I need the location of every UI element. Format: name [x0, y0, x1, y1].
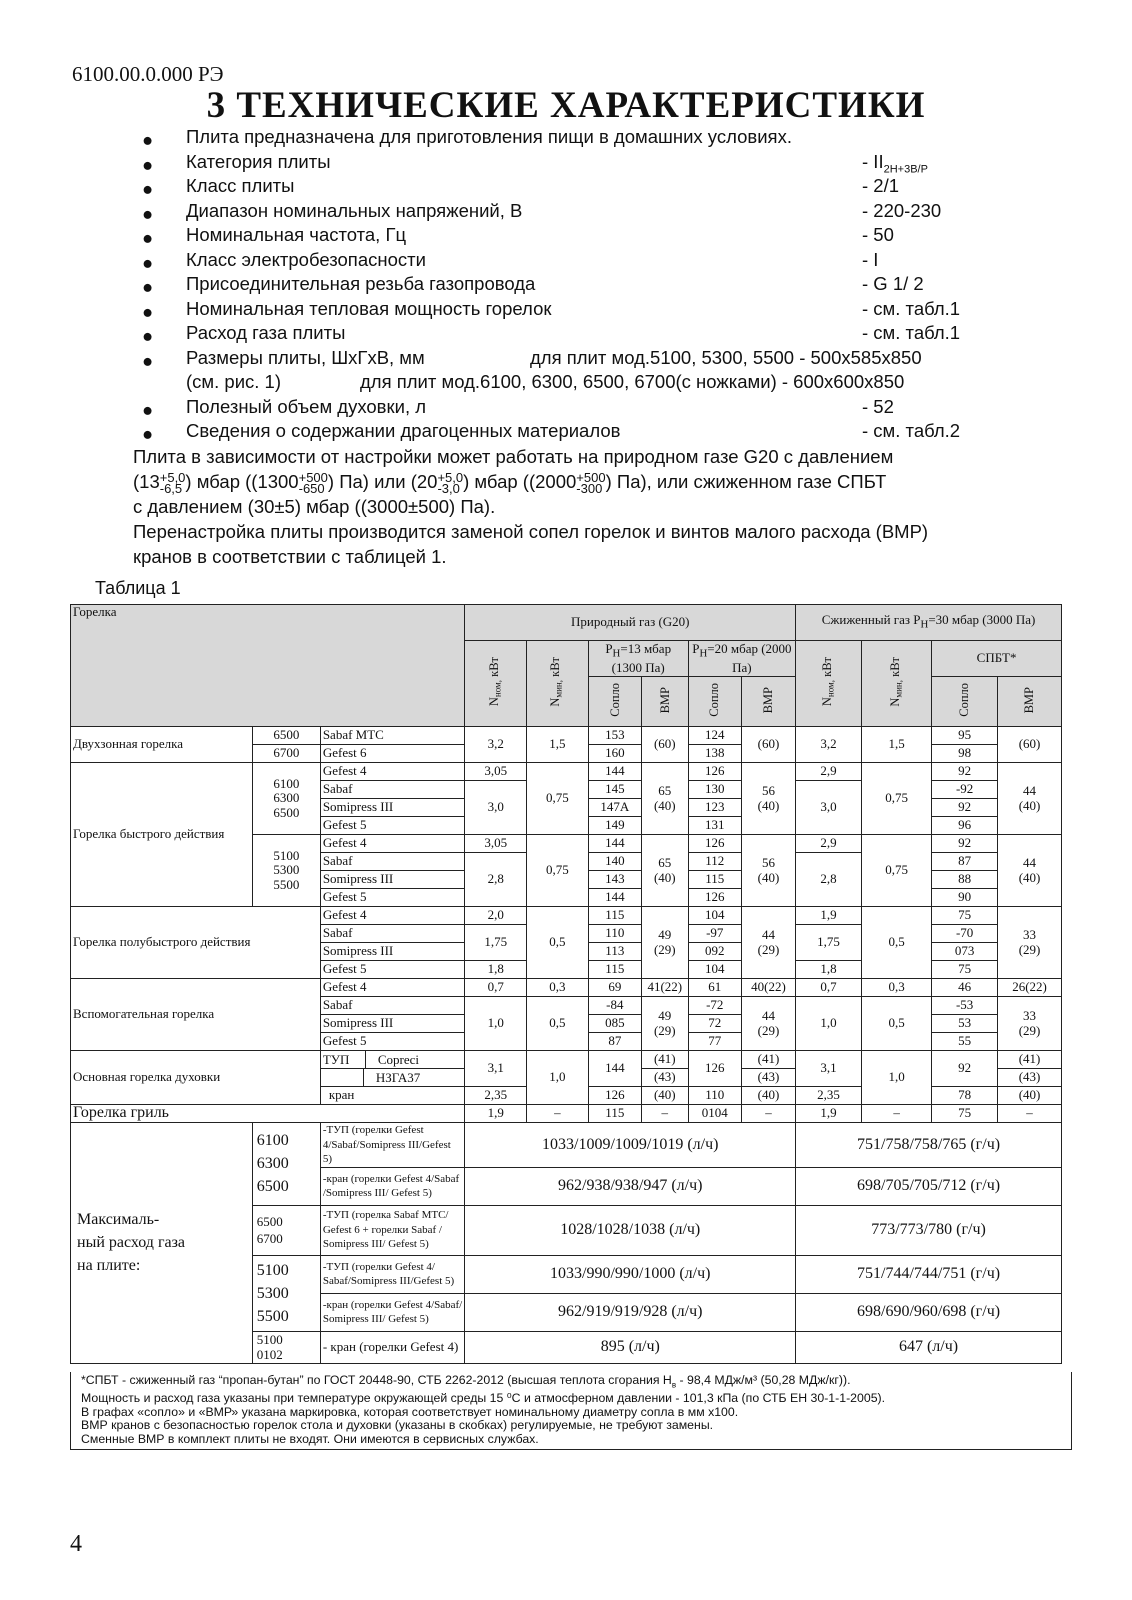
document-number: 6100.00.0.000 РЭ [72, 62, 224, 86]
spec-item: ● Номинальная частота, Гц - 50 [142, 224, 894, 248]
table-row: 6500 6700 -ТУП (горелка Sabaf MTC/ Gefest 6 + горелки Sabaf / Somipress III/ Gefest 5) 1028/1028/1038 (л/ч) 773/773/780 (г/ч) [71, 1205, 1062, 1255]
table-row: -кран (горелки Gefest 4/Sabaf/ Somipress III/ Gefest 5) 962/919/919/928 (л/ч) 698/690/960/698 (г/ч) [71, 1293, 1062, 1331]
header-20mbar: $Р_Н=20$ мбар (2000 Па) [688, 641, 795, 677]
spec-item: ● Расход газа плиты - см. табл.1 [142, 322, 961, 346]
table-row: Sabaf 1,75 110 -97 1,75 -70 [71, 925, 1062, 943]
spec-item: ● Класс плиты - 2/1 [142, 175, 900, 199]
table-row: Горелка гриль 1,9 – 115 – 0104 – 1,9 – 75 – [71, 1105, 1062, 1123]
spec-item: ● Присоединительная резьба газопровода - G 1/ 2 [142, 273, 924, 297]
header-lpg-nnom: $N_{ном,}$ кВт [796, 641, 862, 727]
table-row: Gefest 5 149 131 96 [71, 817, 1062, 835]
table-row: Sabaf 3,0 145 130 3,0 -92 [71, 781, 1062, 799]
table-row: Somipress III 147А 123 92 [71, 799, 1062, 817]
spec-item: ● Размеры плиты, ШхГхВ, мм для плит мод.5100, 5300, 5500 - 500х585х850 [142, 346, 922, 371]
table-row: Горелка быстрого действия 6100 6300 6500 Gefest 4 3,05 0,75 144 65 (40) 126 56 (40) 2,9 0,75 92 44 (40) [71, 763, 1062, 781]
spec-item: ● Диапазон номинальных напряжений, В - 220-230 [142, 199, 942, 224]
table-row: Двухзонная горелка 6500 Sabaf MTC 3,2 1,5 153 (60) 124 (60) 3,2 1,5 95 (60) [71, 727, 1062, 745]
table-caption: Таблица 1 [95, 578, 181, 598]
table-row: Вспомогательная горелка Gefest 4 0,7 0,3 69 41(22) 61 40(22) 0,7 0,3 46 26(22) [71, 979, 1062, 997]
table-row: 6700 Gefest 6 160 138 98 [71, 745, 1062, 763]
header-spbt: СПБТ* [932, 641, 1062, 677]
header-lpg-nmin: $N_{мин,}$ кВт [862, 641, 932, 727]
spec-item: ● Сведения о содержании драгоценных материалов - см. табл.2 [142, 420, 961, 444]
table-row: Sabaf 1,0 0,5 -84 49 (29) -72 44 (29) 1,0 0,5 -53 33 (29) [71, 997, 1062, 1015]
table-row: кран 2,35 126 (40) 110 (40) 2,35 78 (40) [71, 1087, 1062, 1105]
header-burner: Горелка [71, 605, 465, 727]
header-lpg: Сжиженный газ $Р_Н=30$ мбар (3000 Па) [796, 605, 1062, 641]
header-natural-gas: Природный газ (G20) [465, 605, 796, 641]
spec-item: ● Номинальная тепловая мощность горелок - см. табл.1 [142, 297, 961, 322]
spec-item: ● Категория плиты - $II_{2H+3B/P}$ [142, 150, 928, 176]
table-row: Gefest 5 87 77 55 [71, 1033, 1062, 1051]
table-row: Gefest 5 144 126 90 [71, 889, 1062, 907]
table-row: 5100 0102 - кран (горелки Gefest 4) 895 (л/ч) 647 (л/ч) [71, 1331, 1062, 1363]
spec-item: (см. рис. 1) для плит мод.6100, 6300, 6500, 6700(с ножками) - 600х600х850 [186, 371, 905, 392]
table-row: Somipress III 143 115 88 [71, 871, 1062, 889]
gas-pressure-paragraph: Плита в зависимости от настройки может работать на природном газе G20 с давлением (13+5,0 -6,5 ) мбар ((1300+500 -650 ) Па) или (20+5,0 -3,0 ) мбар ((2000+500 -300 ) Па), или сжиженном газе СПБТ с давлением (30±5) мбар ((3000±500) Па). Перенастройка плиты производится заменой сопел горелок и винтов малого расхода (ВМР) кранов в соответствии с таблицей 1. [133, 446, 929, 568]
table-row: 5100 5300 5500 -ТУП (горелки Gefest 4/ Sabaf/Somipress III/Gefest 5) 1033/990/990/1000 (л/ч) 751/744/744/751 (г/ч) [71, 1255, 1062, 1293]
table-row: НЗГА37 (43) (43) (43) [71, 1069, 1062, 1087]
spec-item: ● Полезный объем духовки, л - 52 [142, 395, 894, 420]
table-row: 5100 5300 5500 Gefest 4 3,05 0,75 144 65 (40) 126 56 (40) 2,9 0,75 92 44 (40) [71, 835, 1062, 853]
header-nnom: $N_{ном,}$ кВт [465, 641, 527, 727]
table-row: Gefest 5 1,8 115 104 1,8 75 [71, 961, 1062, 979]
page-number: 4 [70, 1531, 82, 1557]
table-row: Горелка полубыстрого действия Gefest 4 2,0 0,5 115 49 (29) 104 44 (29) 1,9 0,5 75 33 (29) [71, 907, 1062, 925]
header-nmin: $N_{мин,}$ кВт [527, 641, 589, 727]
section-title: 3 ТЕХНИЧЕСКИЕ ХАРАКТЕРИСТИКИ [206, 85, 926, 126]
table-row: -кран (горелки Gefest 4/Sabaf /Somipress III/ Gefest 5) 962/938/938/947 (л/ч) 698/705/705/712 (г/ч) [71, 1167, 1062, 1205]
table-row: Максималь-ный расход газа на плите: 6100 6300 6500 -ТУП (горелки Gefest 4/Sabaf/Somipress III/Gefest 5) 1033/1009/1009/1019 (л/ч) 751/758/758/765 (г/ч) [71, 1123, 1062, 1168]
table-row: Основная горелка духовки ТУП Copreci 3,1 1,0 144 (41) 126 (41) 3,1 1,0 92 (41) [71, 1051, 1062, 1069]
table-row: Somipress III 085 72 53 [71, 1015, 1062, 1033]
table-row: Somipress III 113 092 073 [71, 943, 1062, 961]
header-13mbar: $Р_Н=13$ мбар (1300 Па) [588, 641, 688, 677]
table-notes: *СПБТ - сжиженный газ “пропан-бутан” по ГОСТ 20448-90, СТБ 2262-2012 (высшая теплота сгорания $Н_в - 98,4$ МДж/м³ (50,28 МДж/кг)). Мощность и расход газа указаны при температуре окружающей среды 15 ⁰С и атмосферном давлении - 101,3 кПа (по СТБ ЕН 30-1-1-2005). В графах «сопло» и «ВМР» указана маркировка, которая соответствует номинальному диаметру сопла в мм х100. ВМР кранов с безопасностью горелок стола и духовки (указаны в скобках) регулируемые, не требуют замены. Сменные ВМР в комплект плиты не входят. Они имеются в сервисных службах. [70, 1372, 1072, 1450]
burner-table: Горелка Природный газ (G20) Сжиженный газ $Р_Н=30$ мбар (3000 Па) $N_{ном,}$ кВт $N_{мин,}$ кВт $Р_Н=13$ мбар (1300 Па) $Р_Н=20$ мбар (2000 Па) $N_{ном,}$ кВт $N_{мин,}$ кВт СПБТ* Сопло ВМР Сопло ВМР Сопло ВМР Двухзонная горелка 6500 Sabaf MTC 3,2 1,5 153 (60) 124 (60) 3,2 1,5 95 (60) 6700 Gefest 6 160 138 98 Горелка быстрого действия 6100 6300 6500 Gefest 4 3,05 0,75 144 65 (40) 126 56 (40) 2,9 0,75 92 44 (40) Sabaf 3,0 145 130 3,0 -92 Somipress III 147А 123 92 Gefest 5 149 131 96 5100 5300 5500 Gefest 4 3,05 0,75 144 65 (40) 126 56 (40) 2,9 0,75 92 44 (40) Sabaf 2,8 140 112 2,8 87 Somipress III 143 115 88 Gefest 5 144 126 90 Горелка полубыстрого действия Gefest 4 2,0 0,5 115 49 (29) 104 44 (29) 1,9 0,5 75 33 (29) Sabaf 1,75 110 -97 1,75 -70 Somipress III 113 092 073 Gefest 5 1,8 115 104 1,8 75 Вспомогательная горелка Gefest 4 0,7 0,3 69 41(22) 61 40(22) 0,7 0,3 46 26(22) Sabaf 1,0 0,5 -84 49 (29) -72 44 (29) 1,0 0,5 -53 33 (29) Somipress III 085 72 53 Gefest 5 87 77 55 Основная горелка духовки ТУП Copreci 3,1 1,0 144 (41) 126 (41) 3,1 1,0 92 (41) НЗГА37 (43) (43) (43) кран 2,35 126 (40) 110 (40) 2,35 78 (40) Горелка гриль 1,9 – 115 – 0104 – 1,9 – 75 – Максималь-ный расход газа на плите: 6100 6300 6500 -ТУП (горелки Gefest 4/Sabaf/Somipress III/Gefest 5) 1033/1009/1009/1019 (л/ч) 751/758/758/765 (г/ч) -кран (горелки Gefest 4/Sabaf /Somipress III/ Gefest 5) 962/938/938/947 (л/ч) 698/705/705/712 (г/ч) 6500 6700 -ТУП (горелка Sabaf MTC/ Gefest 6 + горелки Sabaf / Somipress III/ Gefest 5) 1028/1028/1038 (л/ч) 773/773/780 (г/ч) 5100 5300 5500 -ТУП (горелки Gefest 4/ Sabaf/Somipress III/Gefest 5) 1033/990/990/1000 (л/ч) 751/744/744/751 (г/ч) -кран (горелки Gefest 4/Sabaf/ Somipress III/ Gefest 5) 962/919/919/928 (л/ч) 698/690/960/698 (г/ч) 5100 0102 - кран (горелки Gefest 4) 895 (л/ч) 647 (л/ч) [70, 604, 1062, 1364]
spec-item: ● Плита предназначена для приготовления пищи в домашних условиях. [142, 126, 792, 150]
table-row: Sabaf 2,8 140 112 2,8 87 [71, 853, 1062, 871]
spec-item: ● Класс электробезопасности - I [142, 248, 879, 273]
